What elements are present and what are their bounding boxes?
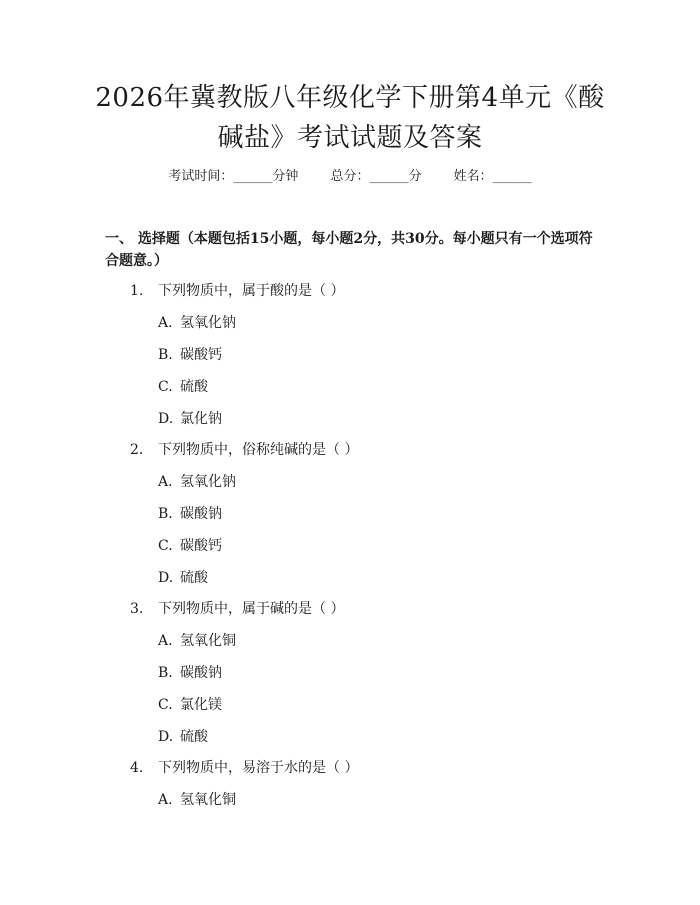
question-number: 4. bbox=[130, 760, 144, 776]
option-letter: A. bbox=[158, 315, 173, 331]
question-3-option-c bbox=[158, 695, 222, 715]
total-score: 总分：______分 bbox=[330, 169, 422, 184]
title-line-1: 2026年冀教版八年级化学下册第4单元《酸 bbox=[95, 83, 605, 113]
question-1-option-a bbox=[158, 313, 236, 333]
question-2-option-c bbox=[158, 536, 222, 556]
option-text: 氢氧化钠 bbox=[180, 315, 236, 331]
option-text: 硫酸 bbox=[180, 729, 208, 745]
option-letter: D. bbox=[158, 570, 174, 586]
section-heading: 一、 选择题（本题包括15小题，每小题2分，共30分。每小题只有一个选项符合题意。） bbox=[105, 231, 593, 269]
question-text: 下列物质中，属于酸的是（ ） bbox=[158, 283, 345, 299]
question-3 bbox=[130, 599, 344, 619]
question-number: 1. bbox=[130, 283, 144, 299]
option-letter: C. bbox=[158, 379, 173, 395]
exam-time: 考试时间：______分钟 bbox=[168, 169, 299, 184]
option-text: 氯化镁 bbox=[180, 697, 222, 713]
option-letter: A. bbox=[158, 792, 173, 808]
exam-info bbox=[0, 167, 700, 187]
document-title bbox=[60, 78, 640, 158]
question-text: 下列物质中，属于碱的是（ ） bbox=[158, 601, 345, 617]
question-4 bbox=[130, 758, 358, 778]
option-letter: D. bbox=[158, 729, 174, 745]
option-text: 氢氧化铜 bbox=[180, 633, 236, 649]
question-2-option-a bbox=[158, 472, 236, 492]
question-number: 3. bbox=[130, 601, 144, 617]
option-letter: D. bbox=[158, 411, 174, 427]
option-text: 碳酸钙 bbox=[180, 538, 222, 554]
option-letter: C. bbox=[158, 697, 173, 713]
student-name: 姓名：______ bbox=[453, 169, 532, 184]
question-3-option-a bbox=[158, 631, 236, 651]
option-text: 硫酸 bbox=[180, 379, 208, 395]
question-1-option-c bbox=[158, 377, 208, 397]
option-letter: B. bbox=[158, 665, 173, 681]
option-text: 氢氧化钠 bbox=[180, 474, 236, 490]
question-text: 下列物质中，易溶于水的是（ ） bbox=[158, 760, 359, 776]
question-4-option-a bbox=[158, 790, 236, 810]
question-2-option-b bbox=[158, 504, 222, 524]
option-text: 氢氧化铜 bbox=[180, 792, 236, 808]
option-letter: C. bbox=[158, 538, 173, 554]
option-letter: A. bbox=[158, 474, 173, 490]
question-1-option-d bbox=[158, 409, 222, 429]
option-letter: A. bbox=[158, 633, 173, 649]
option-text: 碳酸钙 bbox=[180, 347, 222, 363]
title-line-2: 碱盐》考试试题及答案 bbox=[217, 123, 483, 153]
option-letter: B. bbox=[158, 347, 173, 363]
option-text: 硫酸 bbox=[180, 570, 208, 586]
question-1-option-b bbox=[158, 345, 222, 365]
option-letter: B. bbox=[158, 506, 173, 522]
option-text: 氯化钠 bbox=[180, 411, 222, 427]
option-text: 碳酸钠 bbox=[180, 506, 222, 522]
question-2 bbox=[130, 440, 358, 460]
question-number: 2. bbox=[130, 442, 144, 458]
option-text: 碳酸钠 bbox=[180, 665, 222, 681]
question-1 bbox=[130, 281, 344, 301]
question-3-option-d bbox=[158, 727, 208, 747]
question-text: 下列物质中，俗称纯碱的是（ ） bbox=[158, 442, 359, 458]
question-3-option-b bbox=[158, 663, 222, 683]
question-2-option-d bbox=[158, 568, 208, 588]
